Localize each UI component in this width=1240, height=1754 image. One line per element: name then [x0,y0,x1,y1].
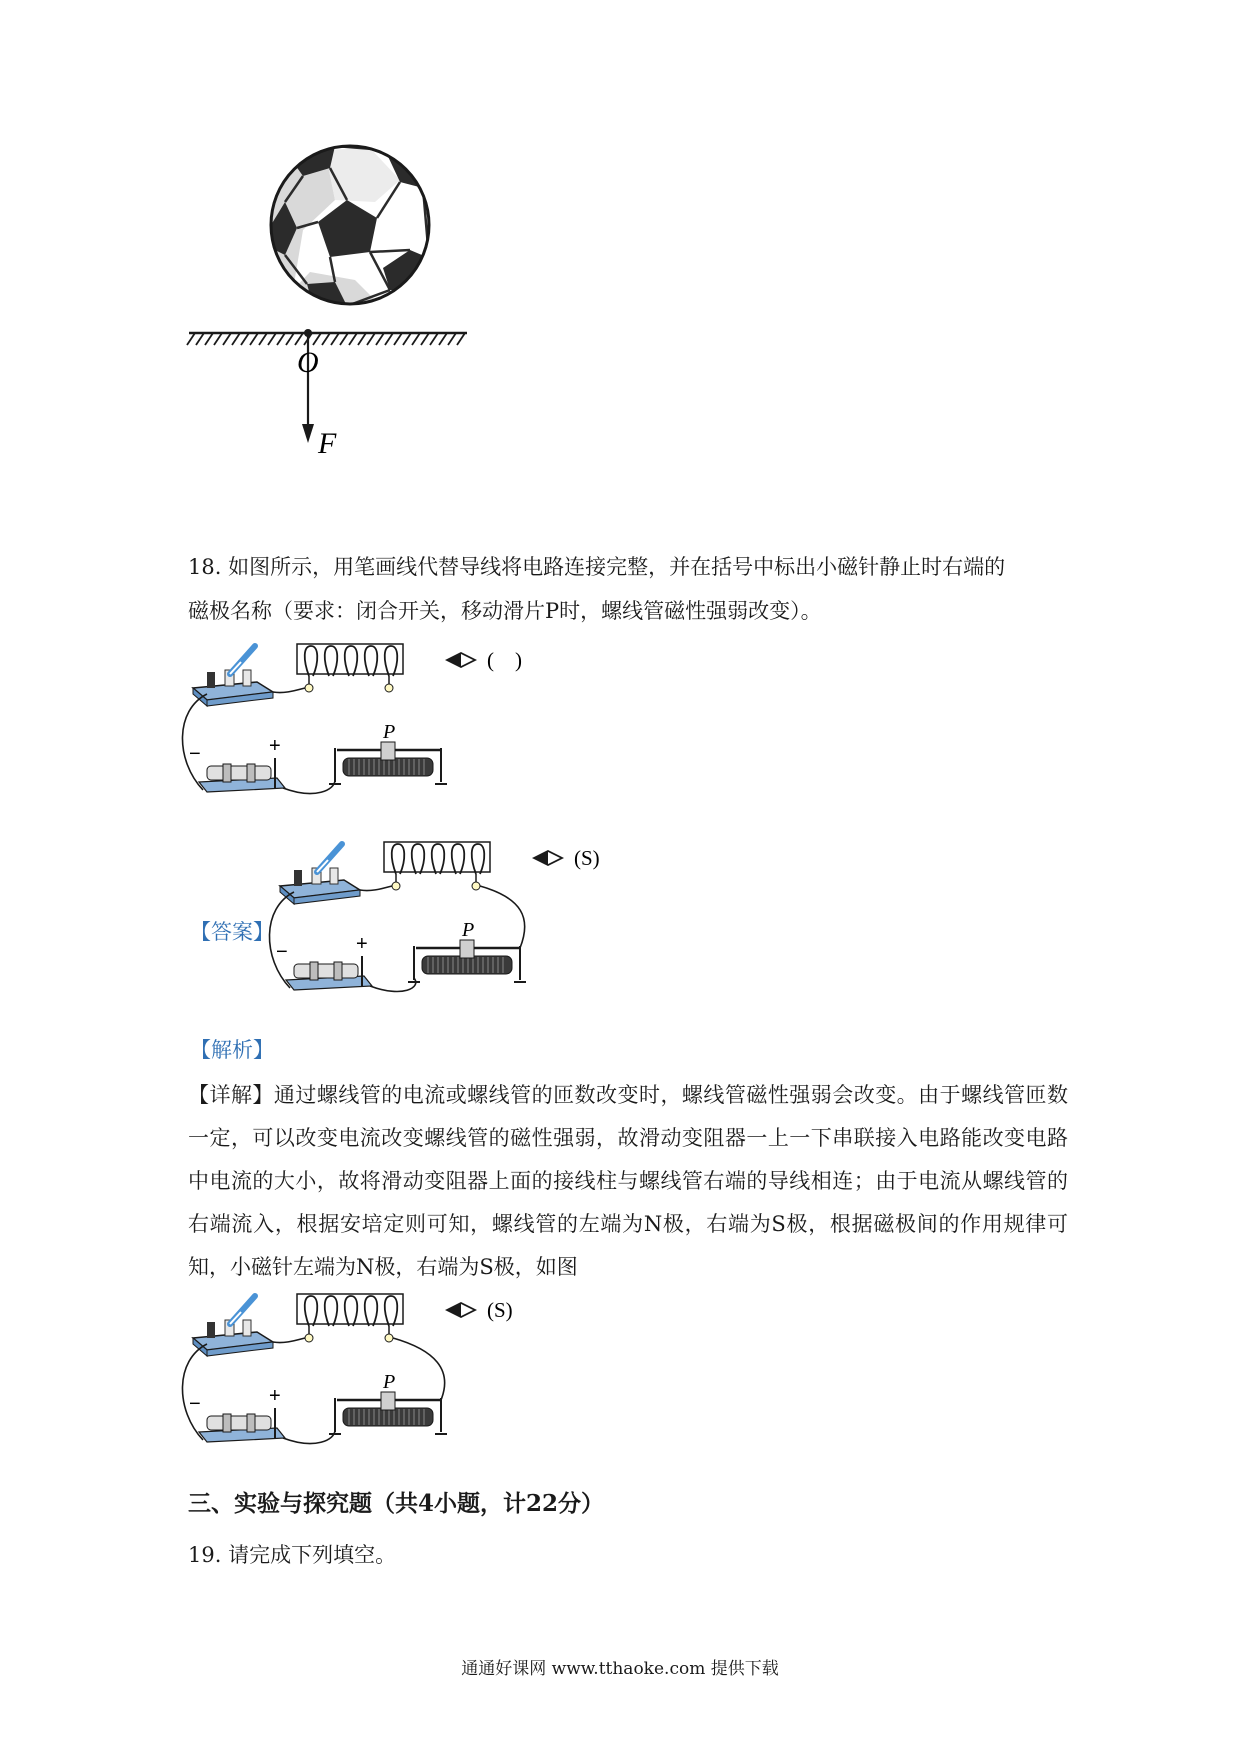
circuit-analysis [185,1290,645,1470]
battery-plus: + [269,735,281,757]
switch-terminal-right [330,868,338,884]
solenoid-terminal-right [385,684,393,692]
rheostat-slider [460,940,474,958]
ground-surface [187,333,467,345]
wire-switch-solenoid [360,886,392,891]
battery-minus: − [189,743,201,765]
wire-switch-solenoid [273,688,305,693]
rheostat-stand-right [435,748,447,784]
q18-stem-line2: 磁极名称（要求：闭合开关，移动滑片P时，螺线管磁性强弱改变）。 [188,599,822,623]
wire-solenoid-rheostat [393,1338,445,1400]
wire-battery-rheostat [283,780,335,793]
q18-stem-line1: 18. 如图所示，用笔画线代替导线将电路连接完整，并在括号中标出小磁针静止时右端的 [188,555,1006,579]
solenoid-terminal-left [305,1334,313,1342]
football [271,146,429,307]
detail-text: 通过螺线管的电流或螺线管的匝数改变时，螺线管磁性强弱会改变。由于螺线管匝数一定，可以改变电流改变螺线管的磁性强弱，故滑动变阻器一上一下串联接入电路能改变电路中电流的大小，故将滑动变阻器上面的接线柱与螺线管右端的导线相连；由于电流从螺线管的右端流入，根据安培定则可知，螺线管的左端为N极，右端为S极，根据磁极间的作用规律可知，小磁针左端为N极，右端为S极，如图 [188,1083,1069,1279]
q19-stem: 19. 请完成下列填空。 [188,1543,397,1567]
battery-plus: + [269,1385,281,1407]
rheostat-slider [381,742,395,760]
wire-switch-battery [182,694,207,790]
solenoid-terminal-left [305,684,313,692]
force-label-f: F [318,427,337,460]
needle-pole-bracket: ( ) [487,648,522,672]
rheostat-stand-left [329,1398,341,1434]
slider-label-p: P [462,919,475,941]
battery-minus: − [276,941,288,963]
detail-paragraph [188,1074,1068,1289]
battery-minus: − [189,1393,201,1415]
wire-switch-solenoid [273,1338,305,1343]
battery-cells [207,766,271,780]
needle-pole-bracket: (S) [574,846,600,870]
rheostat-stand-left [408,946,420,982]
rheostat-slider [381,1392,395,1410]
analysis-label: 【解析】 [190,1038,274,1062]
wire-switch-battery [182,1344,207,1440]
point-label-o: O [297,346,319,379]
answer-label: 【答案】 [190,920,274,944]
rheostat-stand-right [514,946,526,982]
wire-battery-rheostat [283,1430,335,1443]
switch-terminal-right [243,1320,251,1336]
rheostat-stand-right [435,1398,447,1434]
battery-cells [207,1416,271,1430]
slider-label-p: P [383,1371,396,1393]
force-arrowhead [302,424,314,443]
page-footer: 通通好课网 www.tthaoke.com 提供下载 [461,1659,779,1679]
rheostat-stand-left [329,748,341,784]
needle-pole-bracket: (S) [487,1298,513,1322]
battery-cells [294,964,358,978]
circuit-answer [272,832,732,1032]
slider-label-p: P [383,721,396,743]
wire-solenoid-rheostat [480,886,525,948]
circuit-question [185,640,645,820]
solenoid-terminal-right [385,1334,393,1342]
switch-terminal-left [294,870,302,886]
section3-title: 三、实验与探究题（共4小题，计22分） [188,1490,605,1517]
detail-label: 【详解】 [188,1083,274,1107]
battery-plus: + [356,933,368,955]
football-figure [185,140,525,510]
switch-terminal-right [243,670,251,686]
wire-battery-rheostat [370,978,416,991]
solenoid-terminal-right [472,882,480,890]
solenoid-terminal-left [392,882,400,890]
switch-terminal-left [207,1322,215,1338]
switch-terminal-left [207,672,215,688]
